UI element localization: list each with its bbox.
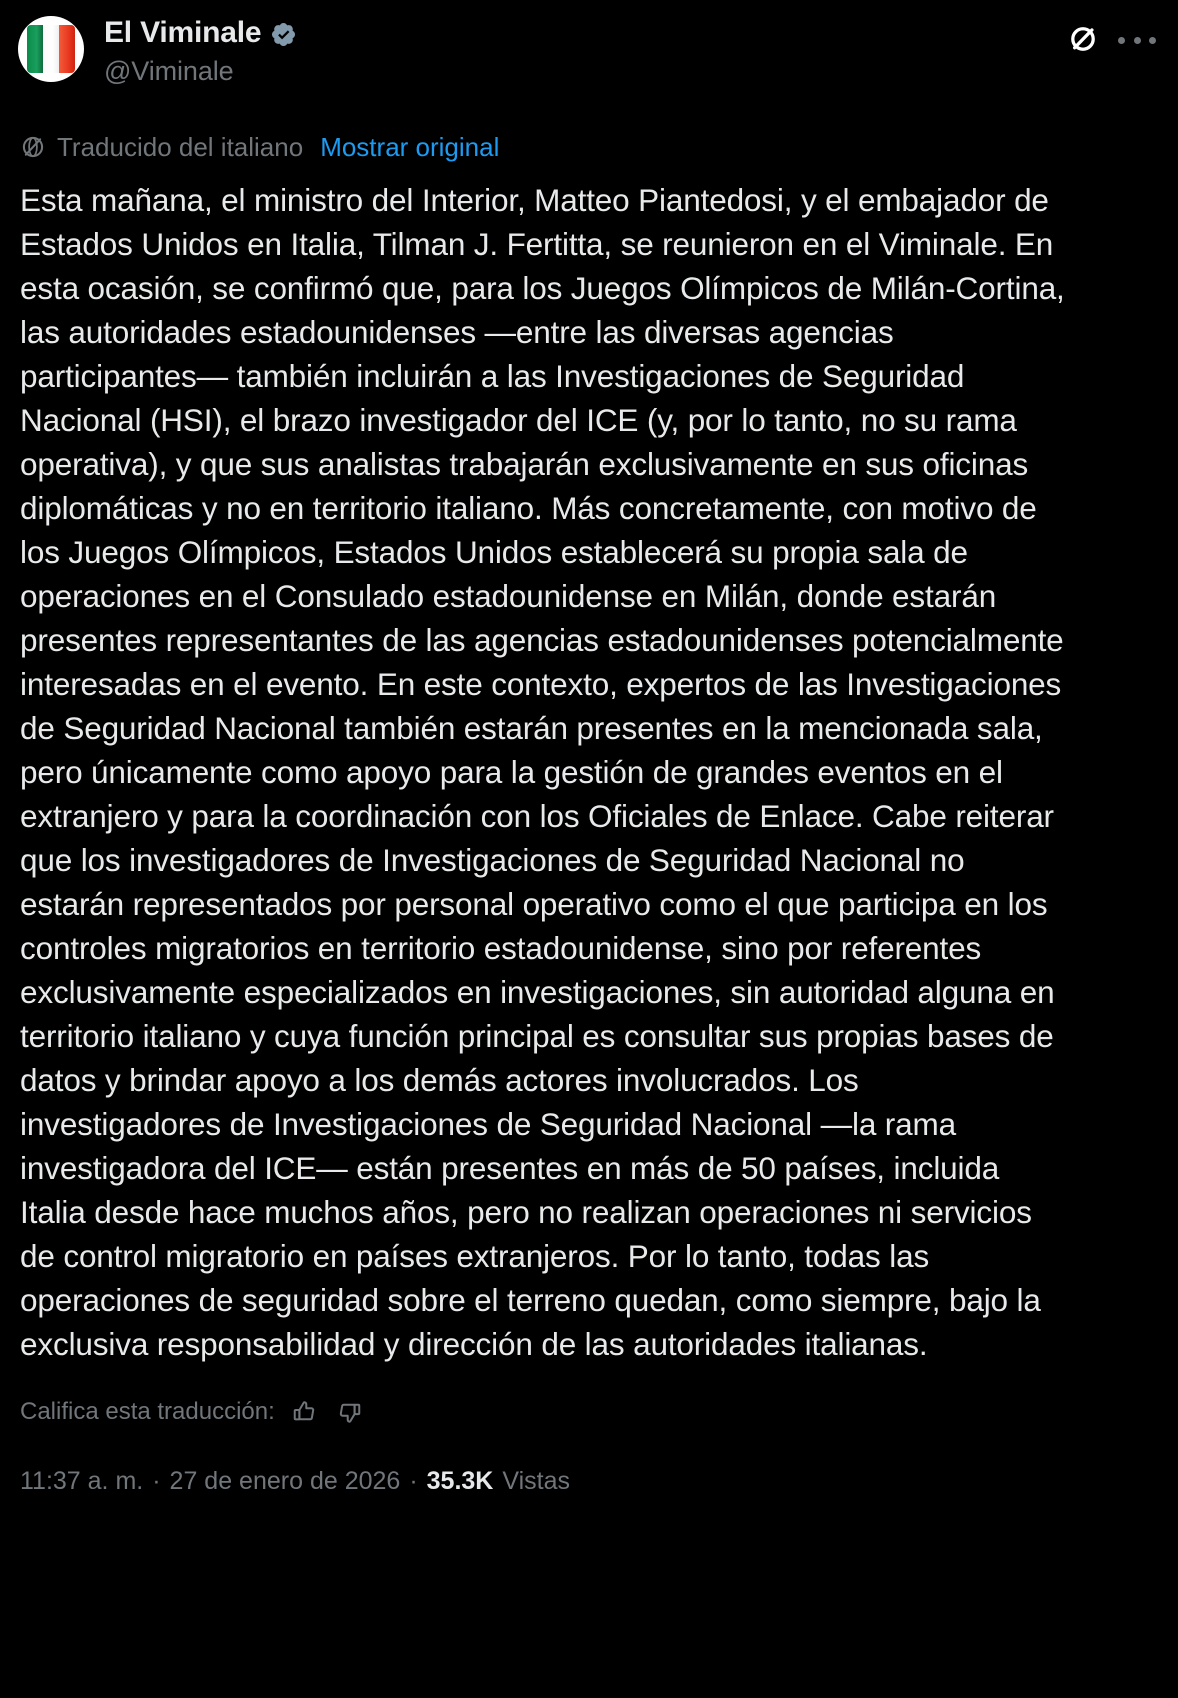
post-body-text: Esta mañana, el ministro del Interior, Matteo Piantedosi, y el embajador de Estados Unidos en Italia, Tilman J. Fertitta, se reunieron en el Viminale. En esta ocasión, se confirmó que, para los Juegos Olímpicos de Milán-Cortina, las autoridades estadounidenses —entre las diversas agencias participantes— también incluirán a las Investigaciones de Seguridad Nacional (HSI), el brazo investigador del ICE (y, por lo tanto, no su rama operativa), y que sus analistas trabajarán exclusivamente en sus oficinas diplomáticas y no en territorio italiano. Más concretamente, con motivo de los Juegos Olímpicos, Estados Unidos establecerá su propia sala de operaciones en el Consulado estadounidense en Milán, donde estarán presentes representantes de las agencias estadounidenses potencialmente interesadas en el evento. En este contexto, expertos de las Investigaciones de Seguridad Nacional también estarán presentes en la mencionada sala, pero únicamente como apoyo para la gestión de grandes eventos en el extranjero y para la coordinación con los Oficiales de Enlace. Cabe reiterar que los investigadores de Investigaciones de Seguridad Nacional no estarán representados por personal operativo como el que participa en los controles migratorios en territorio estadounidense, sino por referentes exclusivamente especializados en investigaciones, sin autoridad alguna en territorio italiano y cuya función principal es consultar sus propias bases de datos y brindar apoyo a los demás actores involucrados. Los investigadores de Investigaciones de Seguridad Nacional —la rama investigadora del ICE— están presentes en más de 50 países, incluida Italia desde hace muchos años, pero no realizan operaciones ni servicios de control migratorio en países extranjeros. Por lo tanto, todas las operaciones de seguridad sobre el terreno quedan, como siempre, bajo la exclusiva responsabilidad y dirección de las autoridades italianas. xyxy=(20,182,1074,1362)
name-row xyxy=(104,14,297,52)
views-label: Vistas xyxy=(502,1467,570,1495)
account-identity xyxy=(104,14,297,87)
post-header xyxy=(18,14,1156,106)
rate-translation-label: Califica esta traducción: xyxy=(20,1398,275,1425)
display-name[interactable]: El Viminale xyxy=(104,16,262,49)
footer-separator-1: · xyxy=(152,1467,161,1495)
more-options-icon[interactable] xyxy=(1118,22,1156,56)
avatar[interactable] xyxy=(18,16,84,82)
translate-icon xyxy=(20,134,46,160)
translation-notice xyxy=(20,128,1156,166)
post-time: 11:37 a. m. xyxy=(20,1467,144,1495)
translation-label: Traducido del italiano xyxy=(57,132,304,162)
italian-flag-icon xyxy=(27,25,75,73)
show-original-link[interactable]: Mostrar original xyxy=(320,132,500,162)
footer-separator-2: · xyxy=(409,1467,418,1495)
thumbs-down-icon[interactable] xyxy=(335,1398,363,1426)
account-handle[interactable]: @Viminale xyxy=(104,56,234,86)
grok-icon[interactable] xyxy=(1066,22,1100,56)
post-footer xyxy=(20,1466,1156,1496)
translation-rating-row xyxy=(20,1392,1156,1432)
post-date: 27 de enero de 2026 xyxy=(169,1467,401,1495)
thumbs-up-icon[interactable] xyxy=(291,1398,319,1426)
verified-badge-icon xyxy=(270,21,297,48)
header-actions xyxy=(1066,14,1156,56)
views-count: 35.3K xyxy=(426,1467,494,1495)
